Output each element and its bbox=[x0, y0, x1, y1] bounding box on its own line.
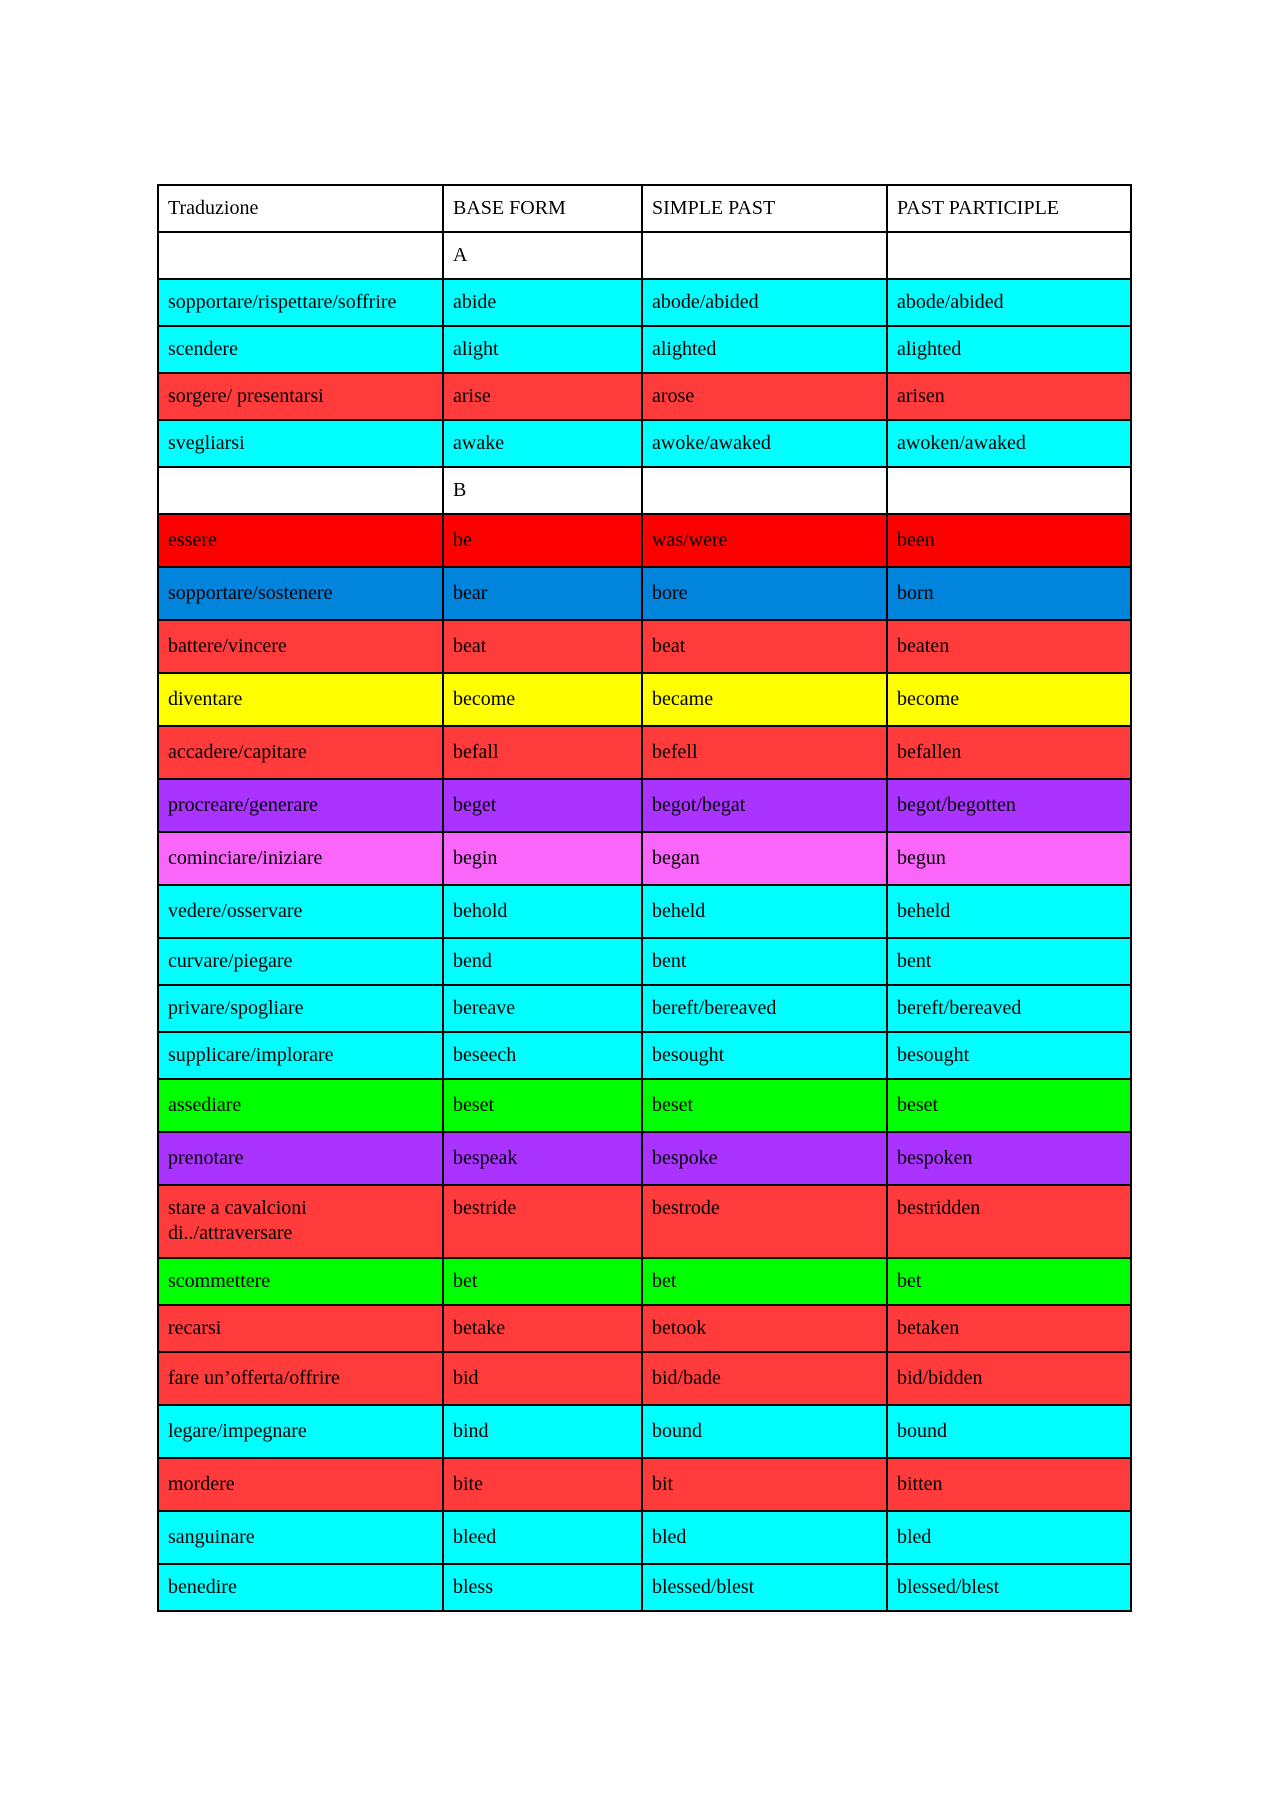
header-simple-past: SIMPLE PAST bbox=[642, 185, 887, 232]
cell-past-participle: abode/abided bbox=[887, 279, 1131, 326]
table-row bbox=[158, 985, 1131, 1032]
cell-base-form: bleed bbox=[443, 1511, 642, 1564]
cell-past-participle: begot/begotten bbox=[887, 779, 1131, 832]
cell-base-form: bear bbox=[443, 567, 642, 620]
cell-simple-past: betook bbox=[642, 1305, 887, 1352]
cell-past-participle bbox=[887, 467, 1131, 514]
cell-base-form: alight bbox=[443, 326, 642, 373]
cell-simple-past: bore bbox=[642, 567, 887, 620]
cell-base-form: bet bbox=[443, 1258, 642, 1305]
cell-traduzione: procreare/generare bbox=[158, 779, 443, 832]
cell-traduzione: privare/spogliare bbox=[158, 985, 443, 1032]
header-traduzione: Traduzione bbox=[158, 185, 443, 232]
cell-base-form: become bbox=[443, 673, 642, 726]
table-row bbox=[158, 726, 1131, 779]
header-row bbox=[158, 185, 1131, 232]
cell-simple-past bbox=[642, 467, 887, 514]
cell-simple-past: beat bbox=[642, 620, 887, 673]
cell-simple-past: besought bbox=[642, 1032, 887, 1079]
cell-past-participle: alighted bbox=[887, 326, 1131, 373]
cell-simple-past: beset bbox=[642, 1079, 887, 1132]
cell-base-form: abide bbox=[443, 279, 642, 326]
cell-past-participle: besought bbox=[887, 1032, 1131, 1079]
cell-past-participle: arisen bbox=[887, 373, 1131, 420]
cell-traduzione: curvare/piegare bbox=[158, 938, 443, 985]
cell-past-participle: befallen bbox=[887, 726, 1131, 779]
cell-simple-past: begot/begat bbox=[642, 779, 887, 832]
cell-base-form: beseech bbox=[443, 1032, 642, 1079]
cell-simple-past: alighted bbox=[642, 326, 887, 373]
cell-traduzione: scommettere bbox=[158, 1258, 443, 1305]
table-row bbox=[158, 1405, 1131, 1458]
section-row bbox=[158, 467, 1131, 514]
table-row bbox=[158, 567, 1131, 620]
cell-simple-past: abode/abided bbox=[642, 279, 887, 326]
cell-base-form: betake bbox=[443, 1305, 642, 1352]
cell-base-form: behold bbox=[443, 885, 642, 938]
cell-traduzione: scendere bbox=[158, 326, 443, 373]
cell-base-form: be bbox=[443, 514, 642, 567]
cell-base-form: bend bbox=[443, 938, 642, 985]
table-row bbox=[158, 1185, 1131, 1258]
section-letter: A bbox=[443, 232, 642, 279]
cell-simple-past: bid/bade bbox=[642, 1352, 887, 1405]
cell-past-participle: bitten bbox=[887, 1458, 1131, 1511]
cell-traduzione: sopportare/sostenere bbox=[158, 567, 443, 620]
cell-past-participle: bent bbox=[887, 938, 1131, 985]
cell-simple-past: bled bbox=[642, 1511, 887, 1564]
cell-base-form: bereave bbox=[443, 985, 642, 1032]
cell-base-form: bid bbox=[443, 1352, 642, 1405]
cell-traduzione: legare/impegnare bbox=[158, 1405, 443, 1458]
table-body bbox=[158, 185, 1131, 1611]
table-row bbox=[158, 279, 1131, 326]
table-row bbox=[158, 1564, 1131, 1611]
cell-traduzione: sanguinare bbox=[158, 1511, 443, 1564]
cell-simple-past: bit bbox=[642, 1458, 887, 1511]
cell-base-form: bind bbox=[443, 1405, 642, 1458]
cell-simple-past: bent bbox=[642, 938, 887, 985]
cell-simple-past: beheld bbox=[642, 885, 887, 938]
table-row bbox=[158, 1305, 1131, 1352]
cell-base-form: bless bbox=[443, 1564, 642, 1611]
header-base-form: BASE FORM bbox=[443, 185, 642, 232]
cell-base-form: bespeak bbox=[443, 1132, 642, 1185]
cell-base-form: beset bbox=[443, 1079, 642, 1132]
cell-simple-past: awoke/awaked bbox=[642, 420, 887, 467]
header-past-participle: PAST PARTICIPLE bbox=[887, 185, 1131, 232]
cell-traduzione: stare a cavalcioni di../attraversare bbox=[158, 1185, 443, 1258]
cell-simple-past: bereft/bereaved bbox=[642, 985, 887, 1032]
table-row bbox=[158, 1132, 1131, 1185]
cell-past-participle: bound bbox=[887, 1405, 1131, 1458]
cell-simple-past: bet bbox=[642, 1258, 887, 1305]
cell-past-participle: born bbox=[887, 567, 1131, 620]
cell-base-form: bestride bbox=[443, 1185, 642, 1258]
table-row bbox=[158, 620, 1131, 673]
table-row bbox=[158, 1352, 1131, 1405]
cell-traduzione: prenotare bbox=[158, 1132, 443, 1185]
cell-past-participle: been bbox=[887, 514, 1131, 567]
cell-past-participle: bet bbox=[887, 1258, 1131, 1305]
table-row bbox=[158, 938, 1131, 985]
irregular-verbs-table bbox=[157, 184, 1132, 1612]
cell-traduzione: supplicare/implorare bbox=[158, 1032, 443, 1079]
cell-simple-past: befell bbox=[642, 726, 887, 779]
cell-base-form: begin bbox=[443, 832, 642, 885]
cell-past-participle: bid/bidden bbox=[887, 1352, 1131, 1405]
cell-past-participle: awoken/awaked bbox=[887, 420, 1131, 467]
cell-traduzione: fare un’offerta/offrire bbox=[158, 1352, 443, 1405]
cell-base-form: befall bbox=[443, 726, 642, 779]
cell-past-participle: begun bbox=[887, 832, 1131, 885]
cell-past-participle: blessed/blest bbox=[887, 1564, 1131, 1611]
cell-traduzione: essere bbox=[158, 514, 443, 567]
cell-past-participle: betaken bbox=[887, 1305, 1131, 1352]
cell-traduzione: recarsi bbox=[158, 1305, 443, 1352]
cell-traduzione: vedere/osservare bbox=[158, 885, 443, 938]
cell-base-form: awake bbox=[443, 420, 642, 467]
cell-traduzione: assediare bbox=[158, 1079, 443, 1132]
cell-base-form: arise bbox=[443, 373, 642, 420]
cell-traduzione: cominciare/iniziare bbox=[158, 832, 443, 885]
table-row bbox=[158, 832, 1131, 885]
table-row bbox=[158, 326, 1131, 373]
table-row bbox=[158, 1079, 1131, 1132]
cell-base-form: beat bbox=[443, 620, 642, 673]
cell-past-participle bbox=[887, 232, 1131, 279]
cell-traduzione: sorgere/ presentarsi bbox=[158, 373, 443, 420]
cell-past-participle: bereft/bereaved bbox=[887, 985, 1131, 1032]
table-row bbox=[158, 420, 1131, 467]
cell-simple-past bbox=[642, 232, 887, 279]
table-row bbox=[158, 1032, 1131, 1079]
cell-simple-past: bestrode bbox=[642, 1185, 887, 1258]
cell-traduzione bbox=[158, 232, 443, 279]
cell-traduzione: svegliarsi bbox=[158, 420, 443, 467]
cell-simple-past: began bbox=[642, 832, 887, 885]
cell-simple-past: bound bbox=[642, 1405, 887, 1458]
cell-past-participle: beheld bbox=[887, 885, 1131, 938]
cell-simple-past: became bbox=[642, 673, 887, 726]
cell-past-participle: bespoken bbox=[887, 1132, 1131, 1185]
cell-past-participle: become bbox=[887, 673, 1131, 726]
table-row bbox=[158, 885, 1131, 938]
cell-traduzione: sopportare/rispettare/soffrire bbox=[158, 279, 443, 326]
cell-traduzione: mordere bbox=[158, 1458, 443, 1511]
cell-simple-past: arose bbox=[642, 373, 887, 420]
cell-base-form: beget bbox=[443, 779, 642, 832]
table-row bbox=[158, 1458, 1131, 1511]
table-row bbox=[158, 373, 1131, 420]
cell-simple-past: blessed/blest bbox=[642, 1564, 887, 1611]
cell-simple-past: bespoke bbox=[642, 1132, 887, 1185]
cell-past-participle: bestridden bbox=[887, 1185, 1131, 1258]
cell-past-participle: beaten bbox=[887, 620, 1131, 673]
cell-past-participle: beset bbox=[887, 1079, 1131, 1132]
cell-traduzione: benedire bbox=[158, 1564, 443, 1611]
cell-traduzione bbox=[158, 467, 443, 514]
table-row bbox=[158, 673, 1131, 726]
cell-past-participle: bled bbox=[887, 1511, 1131, 1564]
cell-base-form: bite bbox=[443, 1458, 642, 1511]
cell-simple-past: was/were bbox=[642, 514, 887, 567]
table-row bbox=[158, 514, 1131, 567]
table-row bbox=[158, 1258, 1131, 1305]
section-letter: B bbox=[443, 467, 642, 514]
cell-traduzione: diventare bbox=[158, 673, 443, 726]
cell-traduzione: battere/vincere bbox=[158, 620, 443, 673]
table-row bbox=[158, 1511, 1131, 1564]
cell-traduzione: accadere/capitare bbox=[158, 726, 443, 779]
section-row bbox=[158, 232, 1131, 279]
table-row bbox=[158, 779, 1131, 832]
